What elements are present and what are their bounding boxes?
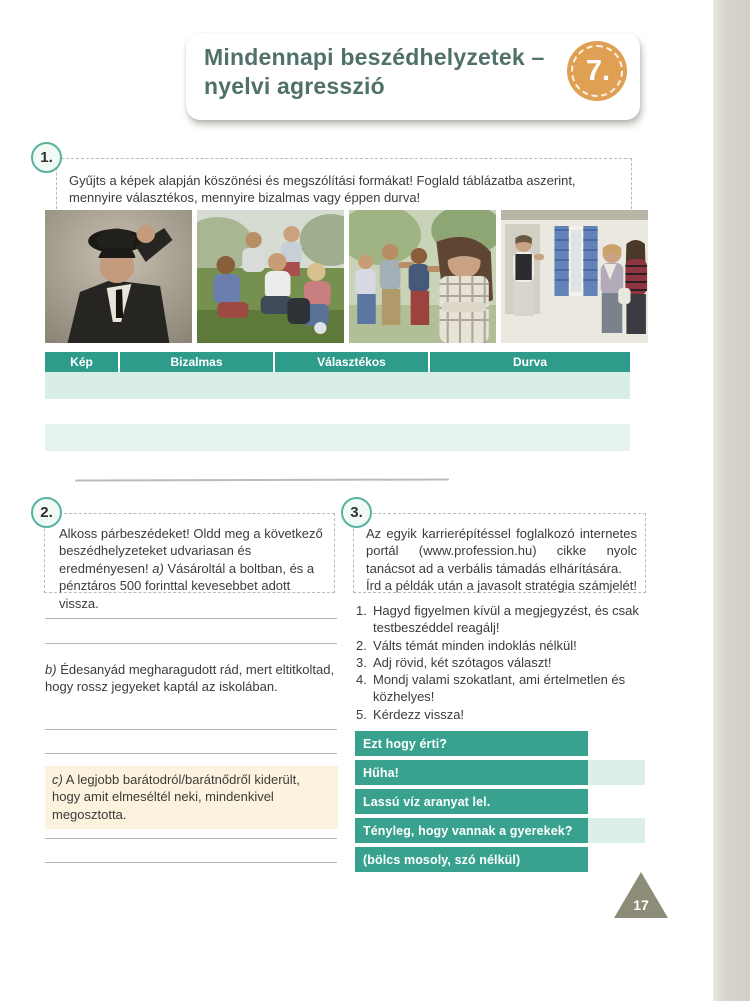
writing-line	[45, 862, 337, 863]
strategy-num: 3.	[356, 654, 367, 670]
scenario-a-label: a)	[152, 560, 164, 576]
exercise2-instruction: Alkoss párbeszédeket! Oldd meg a következő beszédhelyzeteket udvariasan és eredményesen!	[59, 526, 323, 576]
strategy-num: 5.	[356, 706, 367, 722]
page-title	[204, 43, 574, 102]
exercise3-instruction-p1: Az egyik karrierépítéssel foglalkozó internetes portál (www.profession.hu) cikke nyolc tanácsot ad a verbális támadás elhárítására.	[366, 526, 637, 576]
strategy-item	[356, 706, 647, 723]
phrase-row	[355, 847, 645, 872]
phrase-answer-space	[588, 789, 645, 814]
scan-page-edge	[713, 0, 750, 1001]
exercise2-instruction-box	[44, 513, 335, 611]
table-empty-row-2	[45, 424, 630, 451]
photo-friends-picnic	[197, 210, 344, 343]
phrase-label: Lassú víz aranyat lel.	[355, 789, 588, 814]
phrase-row	[355, 789, 645, 814]
exercise3-instruction-p2: Írd a példák után a javasolt stratégia számjelét!	[366, 578, 637, 594]
exercise1-number: 1.	[40, 149, 53, 166]
writing-line	[45, 729, 337, 730]
table-header-valasztekos: Választékos	[273, 352, 428, 372]
writing-line	[45, 618, 337, 619]
divider-pencil-line	[75, 479, 449, 482]
exercise2-number: 2.	[40, 504, 53, 521]
strategy-num: 1.	[356, 603, 367, 618]
strategy-text: Kérdezz vissza!	[373, 706, 465, 722]
scenario-c	[45, 766, 338, 829]
strategy-text: Hagyd figyelmen kívül a megjegyzést, és csak testbeszéddel reagálj!	[373, 603, 639, 636]
exercise3-instruction-box	[353, 513, 646, 593]
strategy-item	[356, 602, 647, 637]
phrase-answer-space	[588, 818, 645, 843]
photo-house-greeting	[501, 210, 648, 343]
exercise1-instruction-box	[56, 158, 632, 214]
exercise3-number-circle	[341, 497, 372, 528]
strategy-text: Mondj valami szokatlant, ami értelmetlen és közhelyes!	[373, 672, 626, 705]
scenario-a-text: Vásároltál a boltban, és a pénztáros 500 forinttal kevesebbet adott vissza.	[59, 560, 315, 611]
scenario-b-label: b)	[45, 662, 57, 677]
exercise2-number-circle	[31, 497, 62, 528]
phrase-label: Hűha!	[355, 760, 588, 785]
strategy-text: Adj rövid, két szótagos választ!	[373, 654, 552, 670]
phrase-row	[355, 818, 645, 843]
phrase-row	[355, 731, 645, 756]
table-header-kep: Kép	[70, 355, 93, 369]
house-greeting-illustration	[501, 210, 648, 343]
page-title-line1: Mindennapi beszédhelyzetek –	[204, 44, 545, 70]
exercise3-number: 3.	[350, 504, 363, 521]
friends-picnic-illustration	[197, 210, 344, 343]
chapter-title-card	[186, 33, 640, 120]
exercise1-photo-strip	[45, 210, 648, 343]
phrase-box-list	[355, 731, 645, 876]
phrase-label: Tényleg, hogy vannak a gyerekek?	[355, 818, 588, 843]
strategy-text: Válts témát minden indoklás nélkül!	[373, 637, 577, 653]
scenario-c-label: c)	[52, 772, 63, 787]
phrase-row	[355, 760, 645, 785]
phrase-answer-space	[588, 847, 645, 872]
chapter-number: 7.	[585, 54, 611, 87]
bullying-scene-illustration	[349, 210, 496, 343]
strategy-num: 4.	[356, 672, 367, 688]
strategy-item	[356, 654, 647, 671]
page-corner-triangle	[614, 872, 668, 918]
man-tipping-hat-illustration	[45, 210, 192, 343]
photo-bullying-scene	[349, 210, 496, 343]
table-header-row	[45, 352, 630, 372]
photo-man-tipping-hat	[45, 210, 192, 343]
phrase-answer-space	[588, 731, 645, 756]
table-empty-row-1	[45, 372, 630, 399]
writing-line	[45, 838, 337, 839]
phrase-label: (bölcs mosoly, szó nélkül)	[355, 847, 588, 872]
strategy-list	[356, 602, 647, 723]
writing-line	[45, 643, 337, 644]
phrase-answer-space	[588, 760, 645, 785]
scenario-b-text: Édesanyád megharagudott rád, mert eltitkoltad, hogy rossz jegyeket kaptál az iskolában.	[45, 662, 335, 695]
exercise1-number-circle	[31, 142, 62, 173]
exercise1-instruction: Gyűjts a képek alapján köszönési és megszólítási formákat! Foglald táblázatba aszerint, mennyire választékos, mennyire bizalmas vagy éppen durva!	[69, 173, 576, 206]
phrase-label: Ezt hogy érti?	[355, 731, 588, 756]
chapter-number-badge	[567, 41, 627, 101]
strategy-item	[356, 637, 647, 654]
table-header-durva: Durva	[428, 352, 630, 372]
scenario-c-text: A legjobb barátodról/barátnődről kiderült, hogy amit elmeséltél neki, mindenkivel megosztotta.	[52, 772, 300, 822]
scenario-b	[45, 661, 338, 696]
strategy-num: 2.	[356, 637, 367, 653]
table-header-bizalmas: Bizalmas	[118, 352, 273, 372]
writing-line	[45, 753, 337, 754]
strategy-item	[356, 671, 647, 706]
page-title-line2: nyelvi agresszió	[204, 73, 385, 100]
page-number: 17	[633, 897, 649, 913]
